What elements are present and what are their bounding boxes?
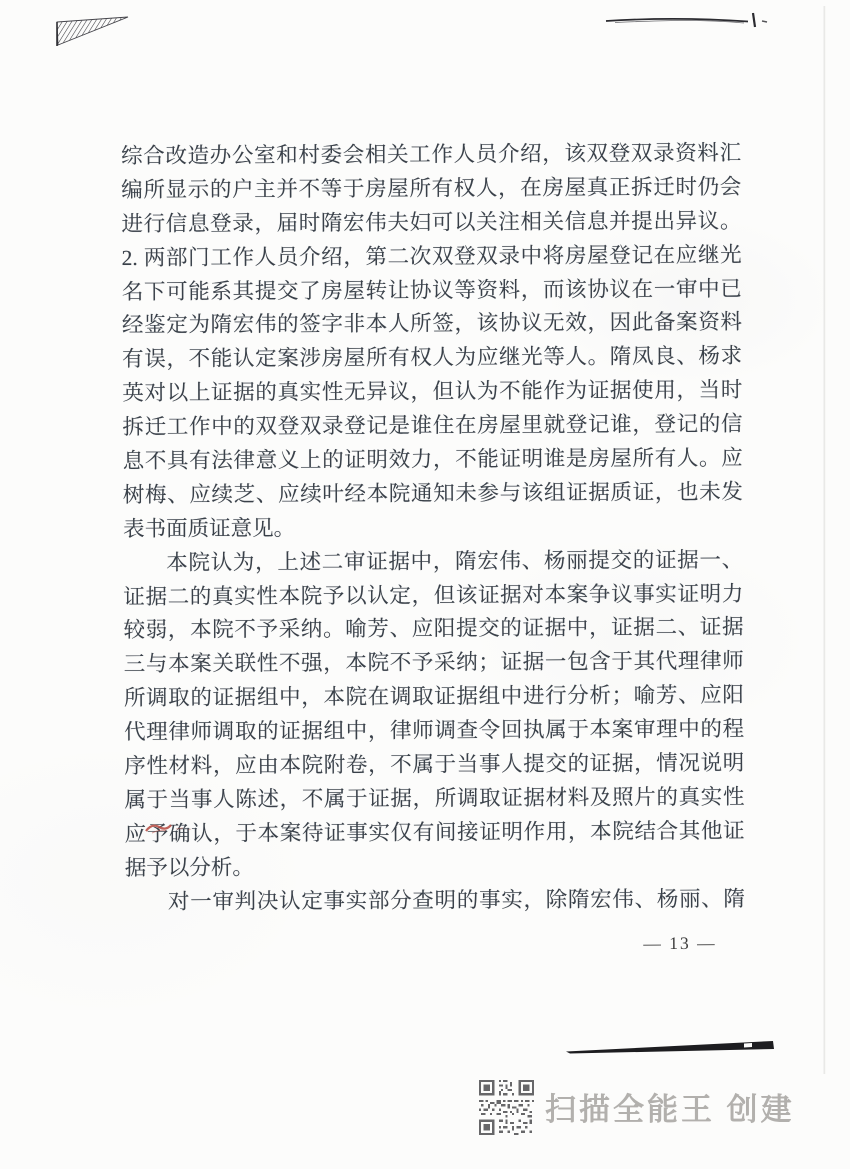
text-line: 对一审判决认定事实部分查明的事实，除隋宏伟、杨丽、隋 bbox=[167, 886, 746, 914]
text-line: 编所显示的户主并不等于房屋所有权人，在房屋真正拆迁时仍会 bbox=[121, 174, 742, 202]
text-line: 较弱，本院不予采纳。喻芳、应阳提交的证据中，证据二、证据 bbox=[123, 615, 744, 643]
text-line: 息不具有法律意义上的证明效力，不能证明谁是房屋所有人。应 bbox=[122, 445, 743, 474]
text-line: 本院认为，上述二审证据中，隋宏伟、杨丽提交的证据一、 bbox=[166, 547, 744, 575]
qr-code-icon bbox=[479, 1080, 534, 1135]
camscanner-watermark-label: 扫描全能王 创建 bbox=[545, 1092, 795, 1127]
scan-streak-bottom-right bbox=[566, 1041, 774, 1054]
text-line: 2. 两部门工作人员介绍，第二次双登双录中将房屋登记在应继光 bbox=[121, 242, 742, 270]
text-line: 树梅、应续芝、应续叶经本院通知未参与该组证据质证，也未发 bbox=[122, 479, 743, 507]
text-line: 所调取的证据组中，本院在调取证据组中进行分析；喻芳、应阳 bbox=[123, 682, 744, 711]
text-line: 代理律师调取的证据组中，律师调查令回执属于本案审理中的程 bbox=[124, 716, 745, 745]
scan-streak-top-right bbox=[606, 13, 767, 27]
text-line: 拆迁工作中的双登双录登记是谁住在房屋里就登记谁，登记的信 bbox=[122, 411, 743, 440]
paper-edge-shadow bbox=[824, 6, 826, 1074]
text-line: 序性材料，应由本院附卷，不属于当事人提交的证据，情况说明 bbox=[124, 750, 745, 779]
page-number: — 13 — bbox=[643, 932, 717, 954]
text-line: 综合改造办公室和村委会相关工作人员介绍，该双登双录资料汇 bbox=[121, 140, 742, 168]
text-line: 属于当事人陈述，不属于证据，所调取证据材料及照片的真实性 bbox=[124, 784, 745, 812]
text-line: 应予确认，于本案待证事实仅有间接证明作用，本院结合其他证 bbox=[124, 818, 745, 846]
text-line: 表书面质证意见。 bbox=[122, 515, 296, 541]
text-line: 有误，不能认定案涉房屋所有权人为应继光等人。隋凤良、杨求 bbox=[122, 344, 743, 372]
text-line: 证据二的真实性本院予以认定，但该证据对本案争议事实证明力 bbox=[123, 581, 744, 609]
text-line: 英对以上证据的真实性无异议，但认为不能作为证据使用，当时 bbox=[122, 377, 743, 406]
text-line: 进行信息登录，届时隋宏伟夫妇可以关注相关信息并提出异议。 bbox=[121, 208, 742, 236]
document-body-text bbox=[121, 137, 745, 920]
text-line: 三与本案关联性不强，本院不予采纳；证据一包含于其代理律师 bbox=[123, 649, 744, 677]
scanner-watermark bbox=[479, 1078, 799, 1138]
text-line: 据予以分析。 bbox=[124, 855, 254, 880]
text-line: 名下可能系其提交了房屋转让协议等资料，而该协议在一审中已 bbox=[121, 276, 742, 304]
text-line: 经鉴定为隋宏伟的签字非本人所签，该协议无效，因此备案资料 bbox=[121, 310, 743, 338]
scan-smudge-top-left bbox=[57, 17, 128, 46]
